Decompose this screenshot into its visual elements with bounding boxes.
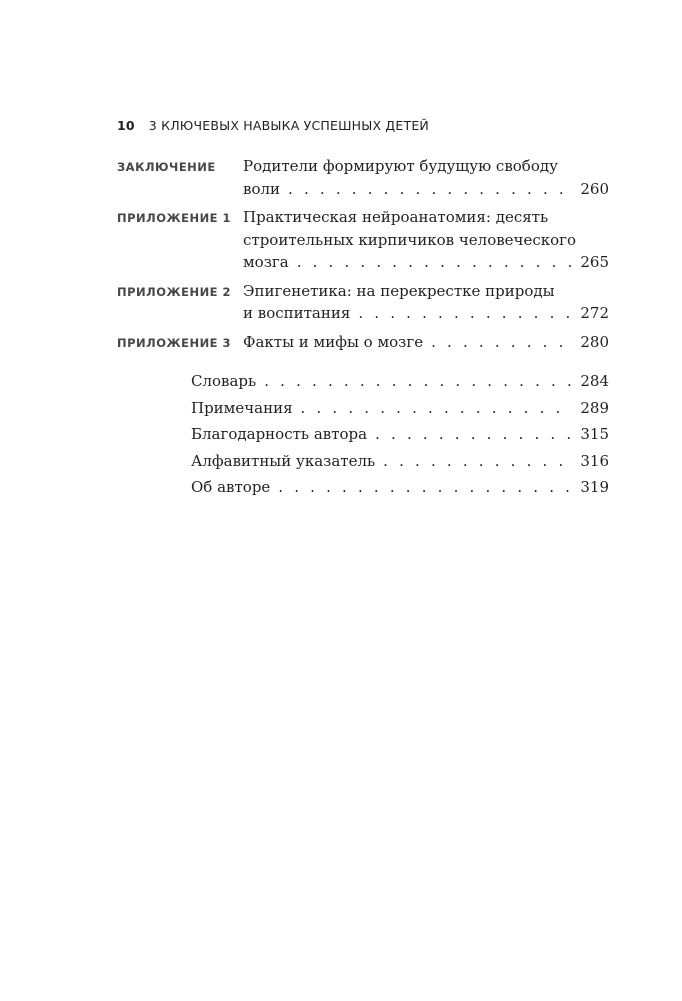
toc-title-line: мозга bbox=[243, 253, 289, 271]
dot-leader bbox=[301, 395, 573, 422]
toc-title-line: строительных кирпичиков человеческого bbox=[243, 230, 577, 249]
dot-leader bbox=[288, 178, 572, 201]
toc-title-line: воли bbox=[243, 179, 281, 198]
toc-page-number: 265 bbox=[580, 253, 609, 271]
toc-entry-appendix-1[interactable] bbox=[117, 206, 609, 274]
toc-entry-appendix-2[interactable] bbox=[117, 280, 609, 325]
dot-leader bbox=[358, 302, 572, 325]
toc-entry-title bbox=[243, 206, 609, 274]
toc-page-number: 289 bbox=[580, 398, 609, 417]
toc-entry-label: ПРИЛОЖЕНИЕ 3 bbox=[117, 335, 232, 350]
toc-title-last-line bbox=[243, 251, 609, 274]
toc-page-number: 272 bbox=[580, 304, 609, 322]
toc-entry-title bbox=[243, 155, 609, 200]
table-of-contents bbox=[117, 155, 609, 359]
dot-leader bbox=[297, 251, 573, 274]
toc-entry-notes[interactable] bbox=[191, 395, 609, 422]
toc-entry-about-author[interactable] bbox=[191, 474, 609, 501]
toc-entry-conclusion[interactable] bbox=[117, 155, 609, 200]
toc-page-number: 260 bbox=[580, 179, 609, 198]
dot-leader bbox=[431, 331, 572, 354]
toc-page-number: 319 bbox=[580, 478, 609, 496]
toc-page-number: 315 bbox=[580, 425, 609, 443]
toc-entry-appendix-3[interactable] bbox=[117, 331, 609, 354]
toc-title-line: и воспитания bbox=[243, 304, 351, 322]
toc-title-last-line bbox=[243, 302, 609, 325]
book-title: 3 КЛЮЧЕВЫХ НАВЫКА УСПЕШНЫХ ДЕТЕЙ bbox=[148, 118, 429, 133]
toc-title-last-line bbox=[243, 331, 609, 354]
dot-leader bbox=[264, 368, 572, 395]
running-head bbox=[117, 118, 429, 133]
toc-title-line: Факты и мифы о мозге bbox=[243, 332, 424, 351]
toc-entry-title bbox=[243, 331, 609, 354]
toc-entry-title bbox=[243, 280, 609, 325]
toc-entry-title: Алфавитный указатель bbox=[191, 451, 376, 470]
page-number: 10 bbox=[117, 118, 135, 133]
toc-entry-label: ЗАКЛЮЧЕНИЕ bbox=[117, 160, 216, 174]
toc-entry-title: Словарь bbox=[191, 372, 257, 390]
toc-entry-label: ПРИЛОЖЕНИЕ 1 bbox=[117, 211, 232, 225]
toc-title-line: Эпигенетика: на перекрестке природы bbox=[243, 281, 555, 300]
dot-leader bbox=[375, 421, 572, 448]
dot-leader bbox=[278, 474, 572, 501]
toc-title-line: Практическая нейроанатомия: десять bbox=[243, 208, 549, 226]
back-matter-list bbox=[191, 368, 609, 501]
toc-entry-title: Примечания bbox=[191, 398, 293, 417]
toc-entry-title: Об авторе bbox=[191, 478, 271, 496]
dot-leader bbox=[383, 448, 572, 475]
toc-page-number: 280 bbox=[580, 332, 609, 351]
toc-title-last-line bbox=[243, 178, 609, 201]
toc-entry-label: ПРИЛОЖЕНИЕ 2 bbox=[117, 284, 232, 299]
toc-entry-index[interactable] bbox=[191, 448, 609, 475]
toc-entry-acknowledgements[interactable] bbox=[191, 421, 609, 448]
toc-entry-title: Благодарность автора bbox=[191, 425, 368, 443]
toc-page-number: 316 bbox=[580, 451, 609, 470]
toc-title-line: Родители формируют будущую свободу bbox=[243, 157, 558, 175]
toc-page-number: 284 bbox=[580, 372, 609, 390]
toc-entry-glossary[interactable] bbox=[191, 368, 609, 395]
